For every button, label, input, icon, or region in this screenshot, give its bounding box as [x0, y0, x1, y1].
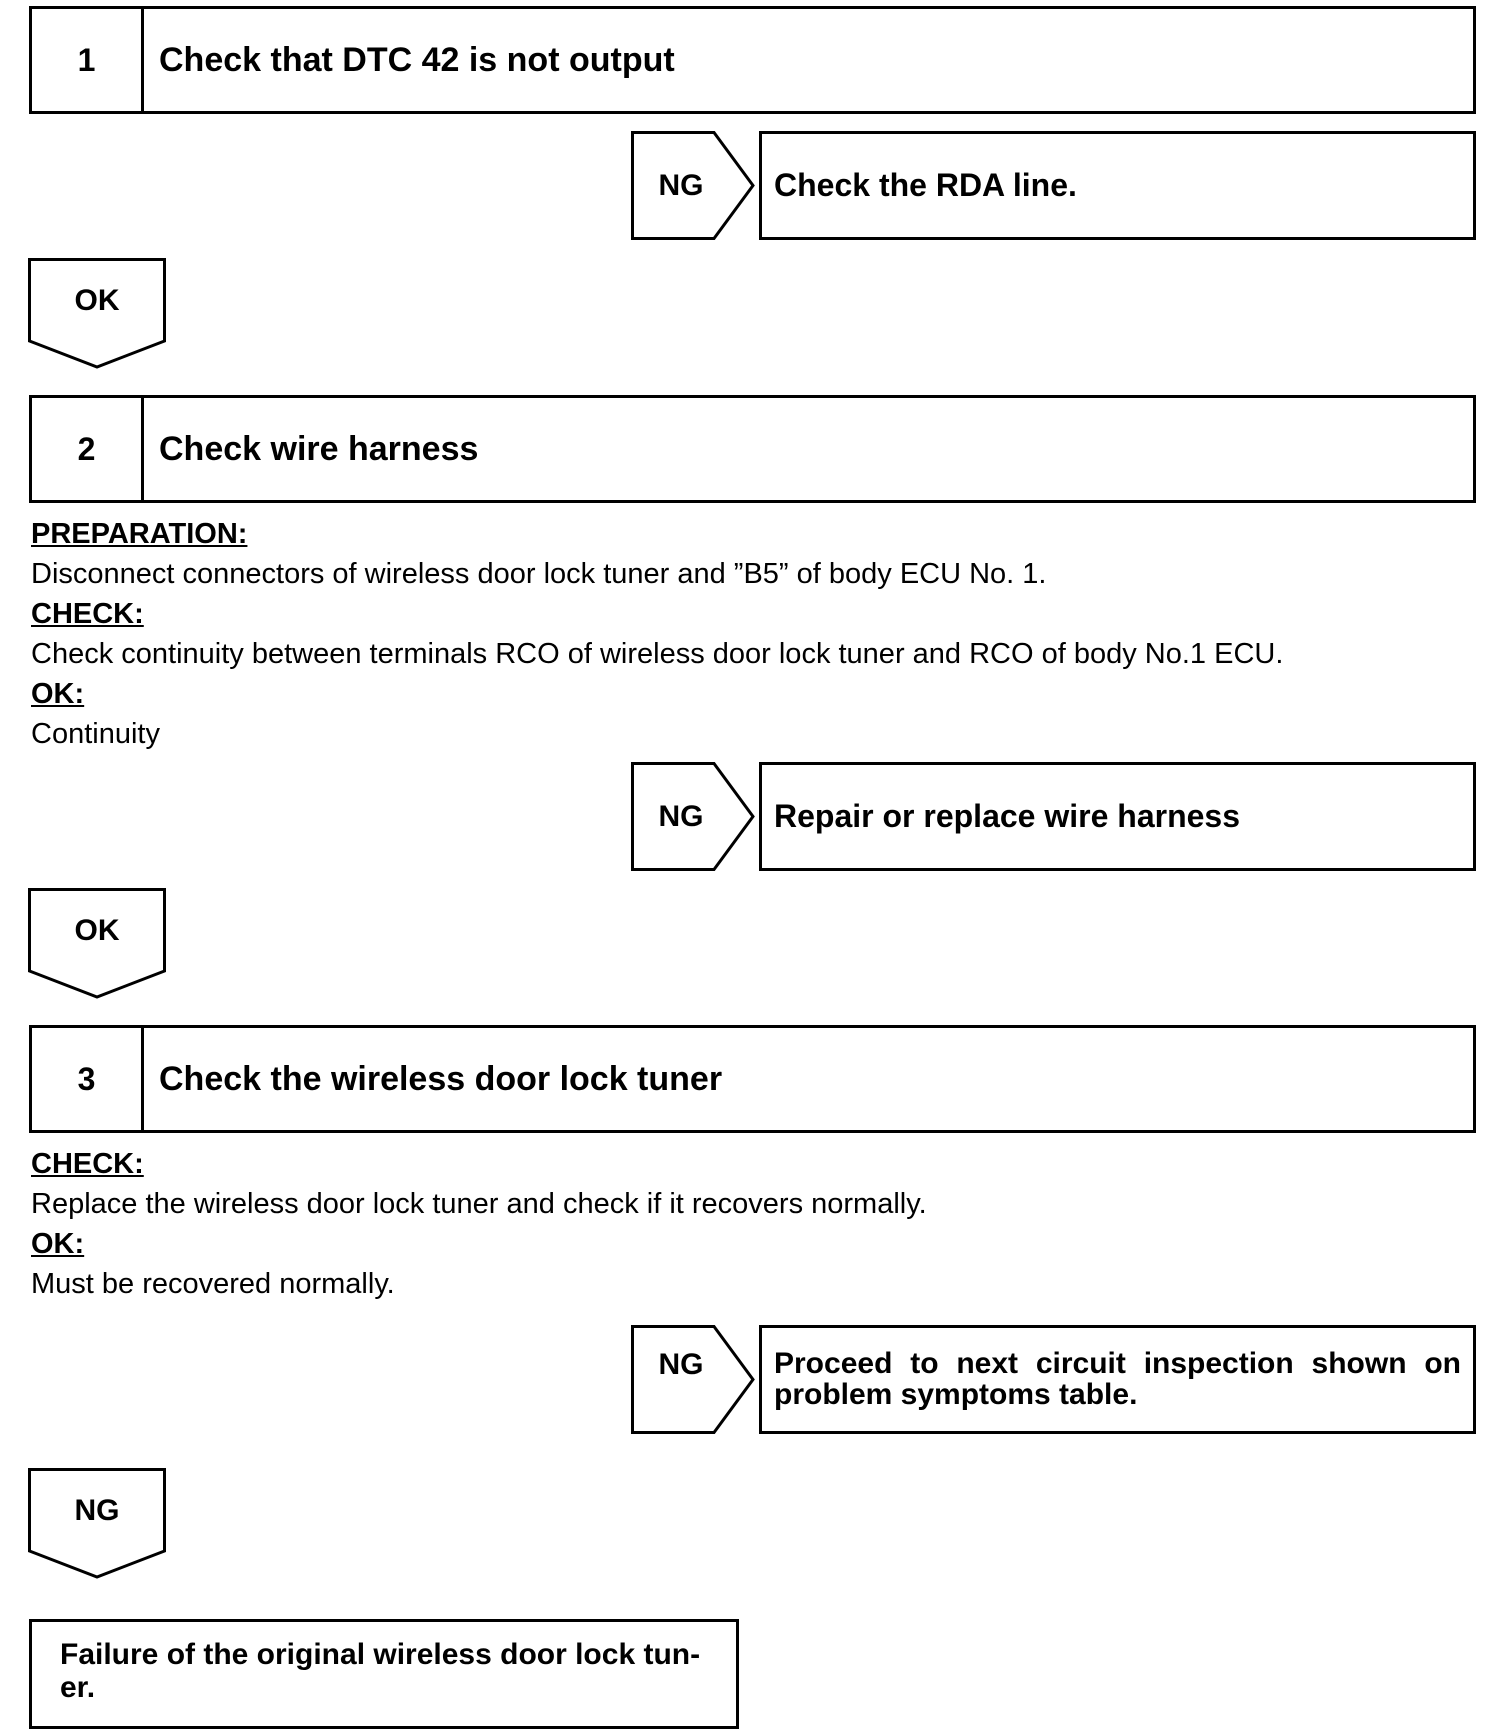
step-1-number: 1 — [32, 9, 144, 111]
step-1-ng-arrow — [631, 131, 755, 240]
final-result-box — [29, 1619, 739, 1729]
step-2-ok-flag — [28, 888, 166, 1000]
step-3-ng-result — [759, 1325, 1476, 1434]
step-1-ok-label: OK — [74, 284, 120, 317]
step-3-ng-result-line2: problem symptoms table. — [774, 1378, 1138, 1411]
step-2-check-label: CHECK: — [31, 598, 144, 630]
step-3-check-label: CHECK: — [31, 1148, 144, 1180]
step-2-ng-result-text: Repair or replace wire harness — [774, 798, 1240, 834]
step-3-ng-arrow — [631, 1325, 755, 1434]
step-2-title: Check wire harness — [159, 429, 479, 468]
step-2-preparation-label: PREPARATION: — [31, 518, 248, 550]
step-2-ng-label: NG — [658, 799, 704, 833]
step-3-ng-flag-label: NG — [74, 1494, 120, 1527]
step-2-ng-arrow — [631, 762, 755, 871]
final-result-line2: er. — [60, 1671, 96, 1704]
step-1-title: Check that DTC 42 is not output — [159, 40, 675, 79]
step-3-ok-label: OK: — [31, 1228, 85, 1260]
step-1-ng-result — [759, 131, 1476, 240]
step-3-ok-text: Must be recovered normally. — [31, 1268, 395, 1300]
step-3-box — [29, 1025, 1476, 1133]
step-1-ng-label: NG — [658, 168, 704, 202]
step-2-ok-text: Continuity — [31, 718, 160, 750]
step-2-ok-flag-label: OK — [74, 914, 120, 947]
step-3-ng-flag — [28, 1468, 166, 1580]
step-2-check-text: Check continuity between terminals RCO of wireless door lock tuner and RCO of body No.1 ECU. — [31, 638, 1284, 670]
step-2-ng-result — [759, 762, 1476, 871]
step-3-ng-label: NG — [658, 1348, 704, 1381]
step-1-box — [29, 6, 1476, 114]
step-3-number: 3 — [32, 1028, 144, 1130]
step-2-number: 2 — [32, 398, 144, 500]
step-1-ng-result-text: Check the RDA line. — [774, 167, 1077, 203]
final-result-line1: Failure of the original wireless door lock tun- — [60, 1638, 701, 1671]
step-2-ok-label: OK: — [31, 678, 85, 710]
step-2-preparation-text: Disconnect connectors of wireless door lock tuner and ”B5” of body ECU No. 1. — [31, 558, 1047, 590]
step-3-check-text: Replace the wireless door lock tuner and check if it recovers normally. — [31, 1188, 927, 1220]
step-3-ng-result-line1: Proceed to next circuit inspection shown on — [774, 1347, 1461, 1380]
step-3-title: Check the wireless door lock tuner — [159, 1059, 723, 1098]
step-2-box — [29, 395, 1476, 503]
step-1-ok-flag — [28, 258, 166, 370]
